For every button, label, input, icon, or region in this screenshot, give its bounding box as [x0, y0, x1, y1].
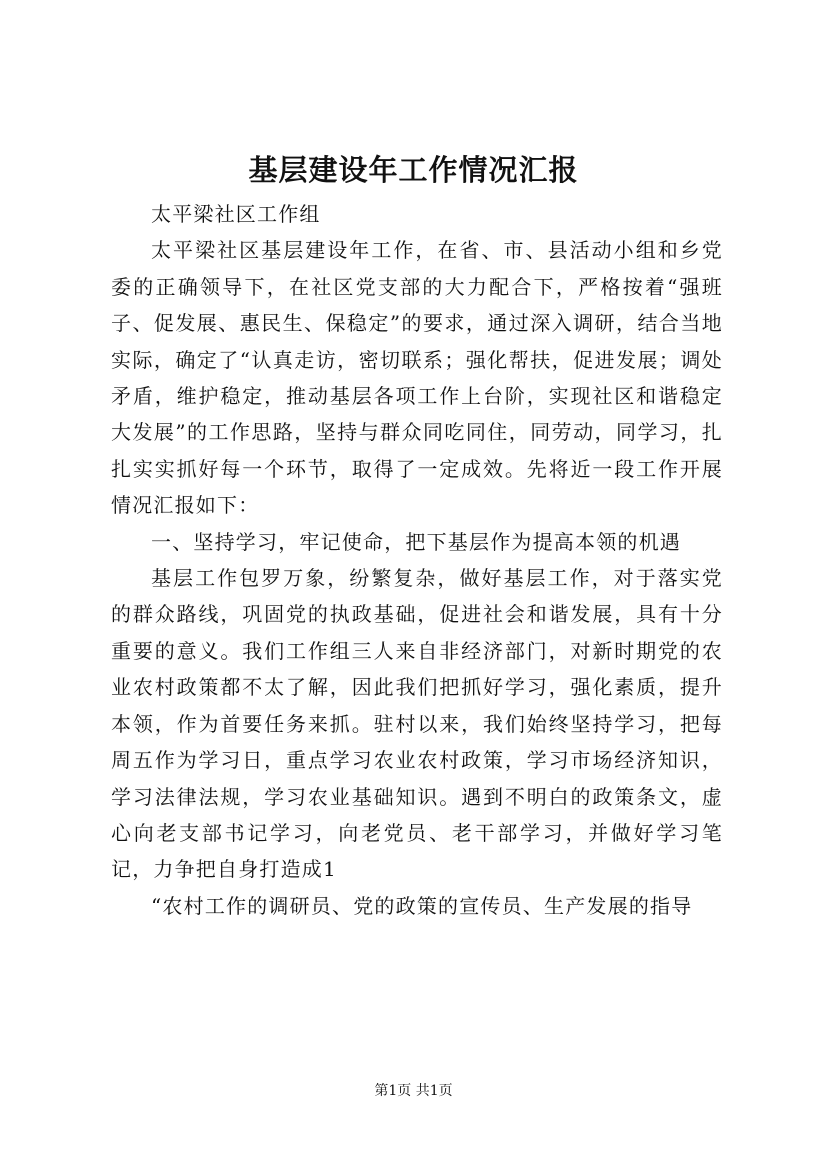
document-body	[111, 196, 723, 924]
section-heading-1: 一、坚持学习，牢记使命，把下基层作为提高本领的机遇	[151, 529, 681, 554]
paragraph-author: 太平梁社区工作组	[151, 202, 321, 226]
document-title: 基层建设年工作情况汇报	[248, 153, 579, 187]
paragraph-section-1: 基层工作包罗万象，纷繁复杂，做好基层工作，对于落实党的群众路线，巩固党的执政基础，促进社会和谐发展，具有十分重要的意义。我们工作组三人来自非经济部门，对新时期党的农业农村政策都不太了解，因此我们把抓好学习，强化素质，提升本领，作为首要任务来抓。驻村以来，我们始终坚持学习，把每周五作为学习日，重点学习农业农村政策，学习市场经济知识，学习法律法规，学习农业基础知识。遇到不明白的政策条文，虚心向老支部书记学习，向老党员、老干部学习，并做好学习笔记，力争把自身打造成1	[111, 566, 723, 882]
paragraph-intro: 太平梁社区基层建设年工作，在省、市、县活动小组和乡党委的正确领导下，在社区党支部的大力配合下，严格按着“强班子、促发展、惠民生、保稳定”的要求，通过深入调研，结合当地实际，确定了“认真走访，密切联系；强化帮扶，促进发展；调处矛盾，维护稳定，推动基层各项工作上台阶，实现社区和谐稳定大发展”的工作思路，坚持与群众同吃同住，同劳动，同学习，扎扎实实抓好每一个环节，取得了一定成效。先将近一段工作开展情况汇报如下：	[111, 238, 723, 518]
page-footer: 第1页 共1页	[374, 1083, 453, 1099]
paragraph-continued: “农村工作的调研员、党的政策的宣传员、生产发展的指导	[151, 893, 693, 918]
